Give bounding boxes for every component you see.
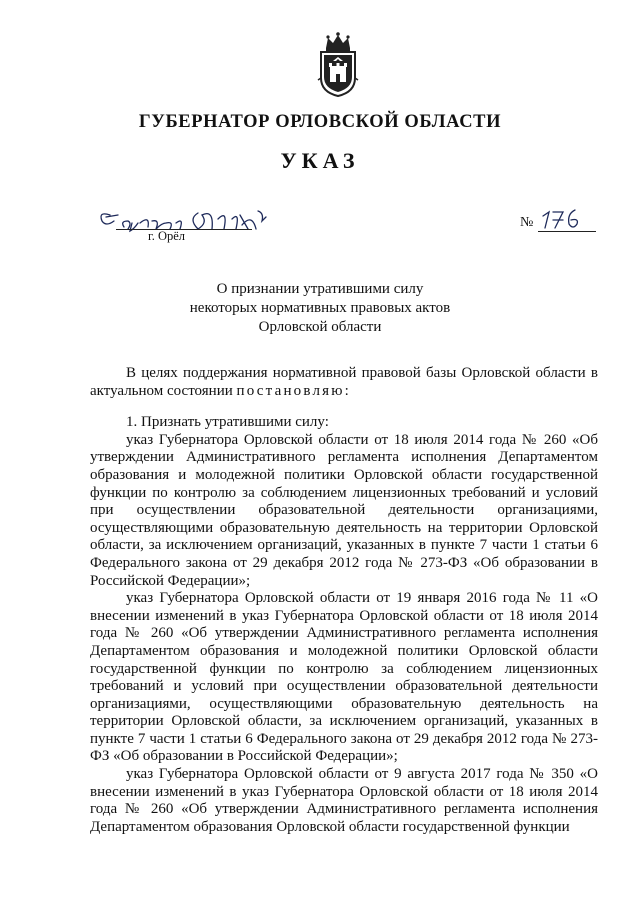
document-subject [0,280,640,337]
authority-title: ГУБЕРНАТОР ОРЛОВСКОЙ ОБЛАСТИ [138,112,502,132]
coat-of-arms-icon [316,30,360,98]
subject-line: О признании утратившими силу [216,281,424,297]
document-type: УКАЗ [280,148,360,173]
number-label: № [520,215,534,230]
city-label: г. Орёл [148,229,186,243]
number-underline [538,231,596,232]
subject-line: Орловской области [258,319,382,335]
preamble-end: : [344,382,349,399]
document-body [90,365,598,836]
repealed-act-3: указ Губернатора Орловской области от 9 августа 2017 года № 350 «О внесении изменений в указ Губернатора Орловской области от 18 июля 2014 года № 260 «Об утверждении Административного регламента исполнения Департаментом образования Орловской области государственной функции [90,766,598,835]
preamble-text: В целях поддержания нормативной правовой базы Орловской области в актуальном состоянии [90,365,598,399]
handwritten-number [539,206,589,232]
subject-line: некоторых нормативных правовых актов [189,300,451,316]
decree-word: постановляю [236,382,345,399]
repealed-act-1: указ Губернатора Орловской области от 18 июля 2014 года № 260 «Об утверждении Административного регламента исполнения Департаментом образования и молодежной политики Орловской области государственной функции по контролю за соблюдением лицензионных требований и условий при осуществлении образовательной деятельности организациями, осуществляющими образовательную деятельность на территории Орловской области, за исключением организаций, указанных в пункте 7 части 1 статьи 6 Федерального закона от 29 декабря 2012 года № 273-ФЗ «Об образовании в Российской Федерации»; [90,431,598,589]
item-1-heading: 1. Признать утратившими силу: [126,414,329,431]
repealed-act-2: указ Губернатора Орловской области от 19 января 2016 года № 11 «О внесении изменений в указ Губернатора Орловской области от 18 июля 2014 года № 260 «Об утверждении Административного регламента исполнения Департаментом образования и молодежной политики Орловской области государственной функции по контролю за соблюдением лицензионных требований и условий при осуществлении образовательной деятельности организациями, осуществляющими образовательную деятельность на территории Орловской области, за исключением организаций, указанных в пункте 7 части 1 статьи 6 Федерального закона от 29 декабря 2012 года № 273-ФЗ «Об образовании в Российской Федерации»; [90,590,598,765]
preamble-paragraph [90,365,598,400]
